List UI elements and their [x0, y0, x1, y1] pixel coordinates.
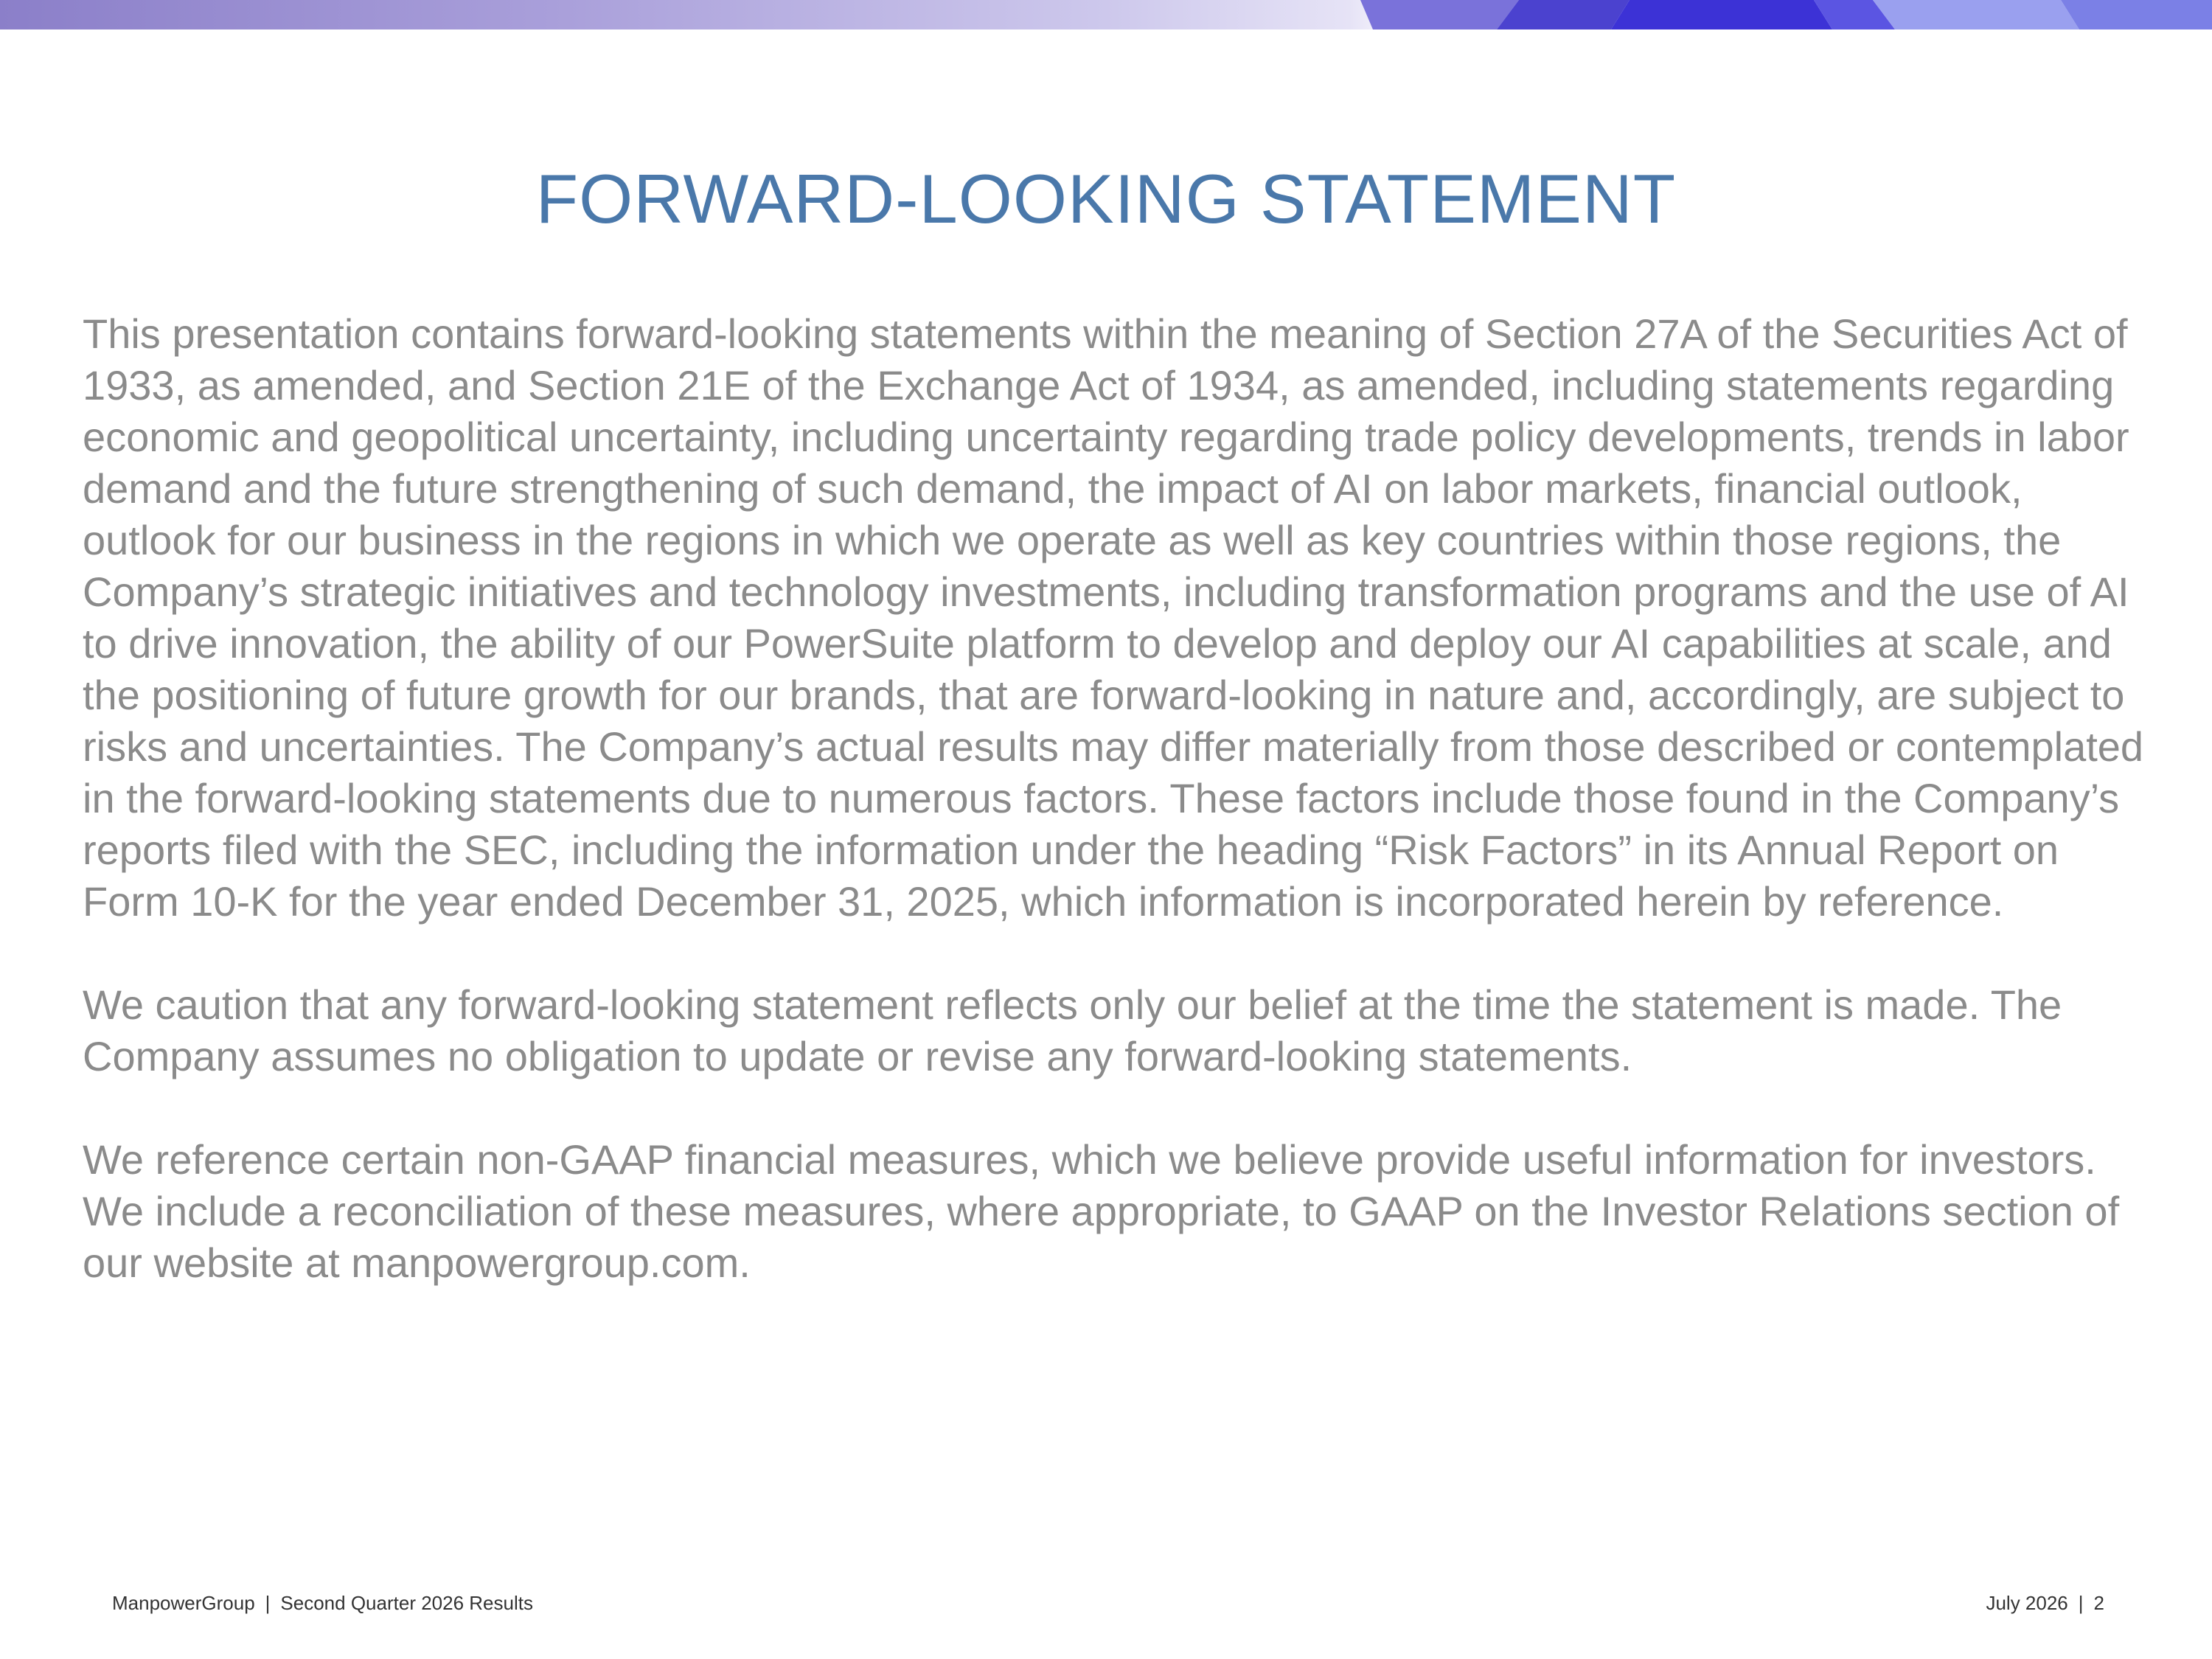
statement-paragraph-1: This presentation contains forward-looking statements within the meaning of Section 27A of the Securities Act of 1933, as amended, and Section 21E of the Exchange Act of 1934, as amended, including statements regarding economic and geopolitical uncertainty, including uncertainty regarding trade policy developments, trends in labor demand and the future strengthening of such demand, the impact of AI on labor markets, financial outlook, outlook for our business in the regions in which we operate as well as key countries within those regions, the Company’s strategic initiatives and technology investments, including transformation programs and the use of AI to drive innovation, the ability of our PowerSuite platform to develop and deploy our AI capabilities at scale, and the positioning of future growth for our brands, that are forward-looking in nature and, accordingly, are subject to risks and uncertainties. The Company’s actual results may differ materially from those described or contemplated in the forward-looking statements due to numerous factors. These factors include those found in the Company’s reports filed with the SEC, including the information under the heading “Risk Factors” in its Annual Report on Form 10-K for the year ended December 31, 2025, which information is incorporated herein by reference. — [83, 310, 2144, 925]
top-decorative-band — [0, 0, 2212, 29]
footer-left — [112, 1591, 533, 1615]
band-shapes — [0, 0, 2212, 29]
footer-right — [1986, 1591, 2104, 1615]
statement-body — [83, 308, 2147, 1289]
footer-company: ManpowerGroup — [112, 1592, 255, 1614]
footer-report-title: Second Quarter 2026 Results — [280, 1592, 533, 1614]
statement-paragraph-3: We reference certain non-GAAP financial measures, which we believe provide useful information for investors. We include a reconciliation of these measures, where appropriate, to GAAP on the Investor Relations section of our website at manpowergroup.com. — [83, 1136, 2120, 1286]
band-shape-3 — [1611, 0, 1832, 29]
statement-paragraph-2: We caution that any forward-looking statement reflects only our belief at the time the statement is made. The Company assumes no obligation to update or revise any forward-looking statements. — [83, 981, 2062, 1079]
band-shape-1 — [1360, 0, 1519, 29]
slide-title: FORWARD-LOOKING STATEMENT — [535, 160, 1677, 237]
band-shape-2 — [1497, 0, 1630, 29]
band-shape-6 — [2061, 0, 2212, 29]
footer-page-number: 2 — [2093, 1592, 2104, 1614]
footer-separator-right: | — [2078, 1592, 2084, 1614]
footer-separator: | — [265, 1592, 271, 1614]
footer-date: July 2026 — [1986, 1592, 2068, 1614]
band-shape-5 — [1873, 0, 2079, 29]
